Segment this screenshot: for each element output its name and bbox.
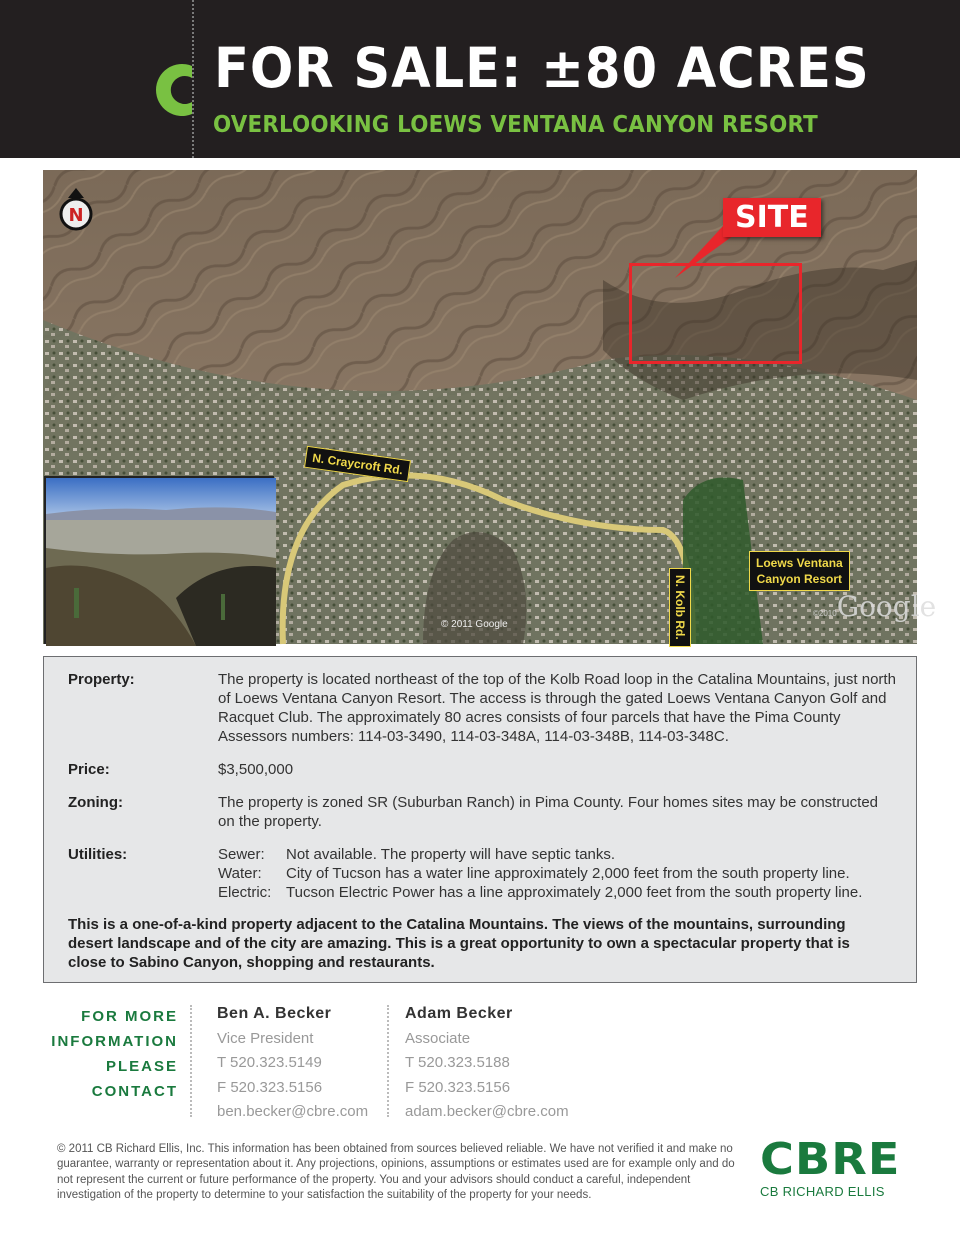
agent-fax: F 520.323.5156	[405, 1078, 511, 1096]
utility-key: Sewer:	[218, 846, 265, 863]
utility-key: Electric:	[218, 884, 272, 901]
utilities-list	[218, 845, 862, 902]
cbre-c-logo-icon	[160, 62, 204, 118]
google-logo	[813, 590, 936, 623]
contact-heading-line: FOR MORE	[81, 1008, 178, 1025]
header-divider	[192, 0, 194, 158]
contact-heading	[51, 1004, 178, 1104]
agent-phone[interactable]: T 520.323.5188	[405, 1054, 510, 1071]
page-title: FOR SALE: ±80 ACRES	[214, 36, 870, 100]
landscape-photo	[46, 478, 276, 646]
aerial-map	[43, 170, 937, 644]
zoning-label: Zoning:	[68, 794, 123, 811]
agent-email-link[interactable]: adam.becker@cbre.com	[405, 1103, 569, 1120]
contact-heading-line: PLEASE	[105, 1058, 178, 1075]
price-label: Price:	[68, 761, 110, 778]
price-value: $3,500,000	[218, 761, 294, 778]
resort-label-line-1: Loews Ventana	[756, 556, 843, 570]
contact-heading-line: INFORMATION	[51, 1033, 178, 1050]
agent-phone[interactable]: T 520.323.5149	[217, 1054, 322, 1071]
agent-title: Associate	[405, 1029, 471, 1047]
svg-text:N: N	[68, 205, 84, 226]
utility-item	[218, 883, 862, 902]
page-subtitle: OVERLOOKING LOEWS VENTANA CANYON RESORT	[213, 112, 818, 138]
contact-divider	[190, 1005, 192, 1117]
road-label-kolb: N. Kolb Rd.	[669, 568, 691, 647]
google-logo-text: Google	[836, 590, 937, 623]
agent-fax: F 520.323.5156	[217, 1078, 323, 1096]
site-label: SITE	[723, 198, 821, 237]
agent-card-ben	[217, 1002, 368, 1125]
site-boundary	[629, 263, 802, 364]
agent-card-adam	[405, 1002, 569, 1125]
property-row	[68, 670, 898, 750]
utility-key: Water:	[218, 865, 262, 882]
agent-name: Adam Becker	[405, 1005, 513, 1022]
property-details-panel	[43, 656, 917, 983]
property-label: Property:	[68, 671, 135, 688]
utility-item	[218, 845, 862, 864]
view-photo-inset	[44, 476, 274, 644]
zoning-value: The property is zoned SR (Suburban Ranch) in Pima County. Four homes sites may be constructed on the property.	[218, 794, 879, 830]
cbre-logo	[760, 1134, 901, 1199]
resort-label	[749, 551, 850, 591]
agent-email-link[interactable]: ben.becker@cbre.com	[217, 1103, 369, 1120]
property-description: The property is located northeast of the top of the Kolb Road loop in the Catalina Mountains, just north of Loews Ventana Canyon Resort. The access is through the gated Loews Ventana Canyon Golf and Racquet Club. The approximately 80 acres consists of four parcels that have the Pima County Assessors numbers: 114-03-3490, 114-03-348A, 114-03-348B, 114-03-348C.	[218, 671, 896, 745]
google-year: ©2010	[813, 609, 837, 618]
agent-name: Ben A. Becker	[217, 1005, 332, 1022]
cbre-logo-subtext: CB RICHARD ELLIS	[760, 1184, 885, 1199]
north-arrow-icon	[57, 186, 95, 232]
property-summary: This is a one-of-a-kind property adjacent to the Catalina Mountains. The views of the mountains, surrounding desert landscape and of the city are amazing. This is a great opportunity to own a spectacular property that is close to Sabino Canyon, shopping and restaurants.	[68, 916, 850, 971]
legal-disclaimer: © 2011 CB Richard Ellis, Inc. This information has been obtained from sources believed reliable. We have not verified it and make no guarantee, warranty or representation about it. Any projections, opinions, assumptions or estimates used are for example only and do not represent the current or future performance of the property. You and your advisors should conduct a careful, independent investigation of the property to determine to your satisfaction the suitability of the property for your needs.	[57, 1143, 735, 1201]
agent-title: Vice President	[217, 1029, 314, 1047]
cbre-logo-wordmark: CBRE	[760, 1134, 901, 1185]
map-credit: © 2011 Google	[441, 619, 508, 630]
resort-label-line-2: Canyon Resort	[756, 572, 843, 586]
utility-value: City of Tucson has a water line approximately 2,000 feet from the south property line.	[286, 865, 850, 882]
utility-item	[218, 864, 862, 883]
header-banner	[0, 0, 960, 158]
road-label-craycroft: N. Craycroft Rd.	[304, 446, 411, 482]
utility-value: Tucson Electric Power has a line approximately 2,000 feet from the south property line.	[286, 884, 863, 901]
utilities-label: Utilities:	[68, 846, 128, 863]
utility-value: Not available. The property will have septic tanks.	[286, 846, 616, 863]
contact-heading-line: CONTACT	[91, 1083, 178, 1100]
contact-divider	[387, 1005, 389, 1117]
